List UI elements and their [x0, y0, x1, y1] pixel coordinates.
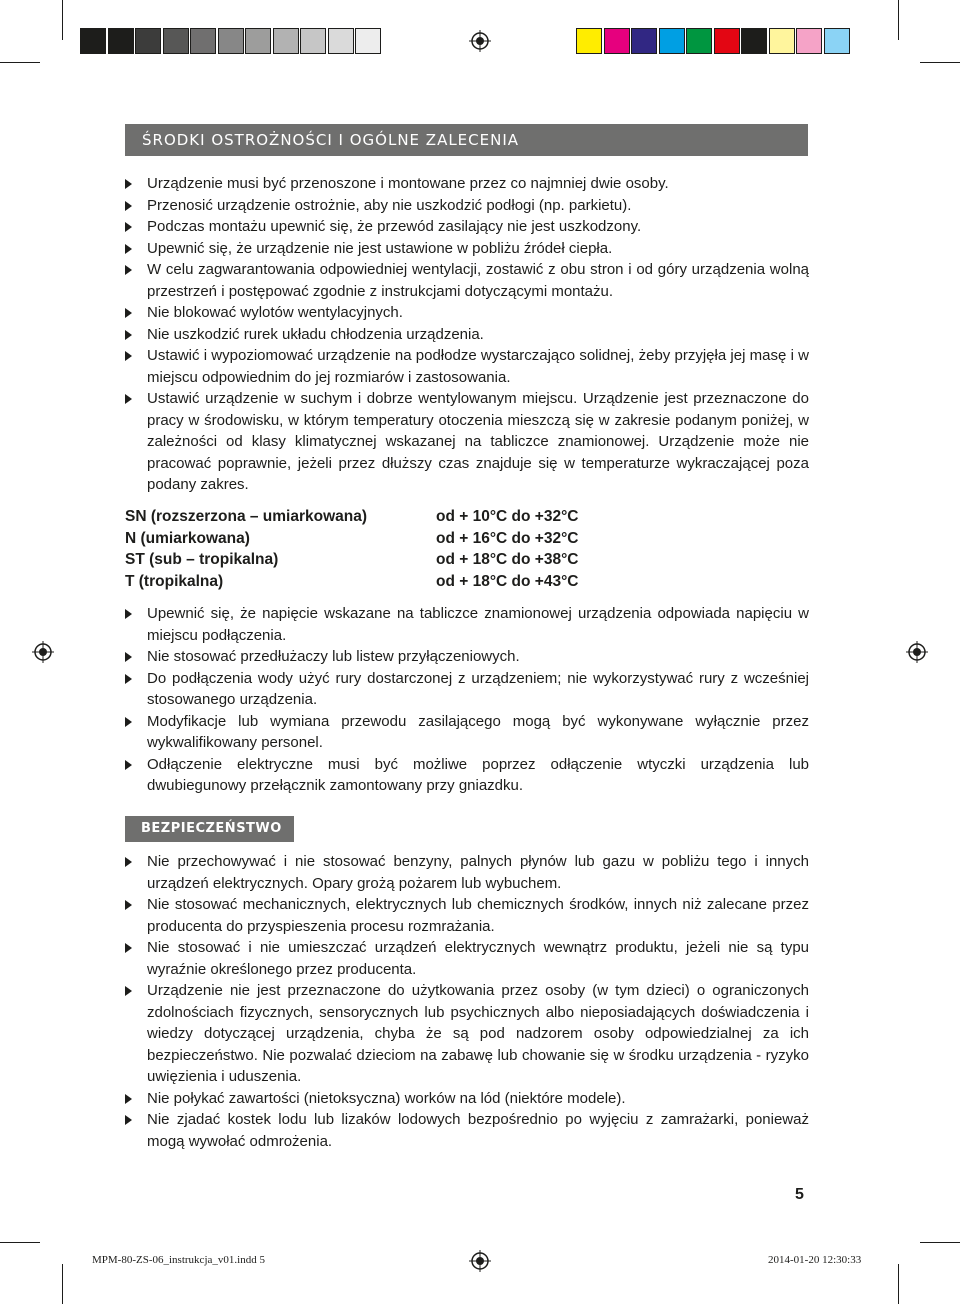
page-number: 5: [795, 1186, 804, 1203]
climate-row: [125, 571, 625, 593]
climate-row: [125, 506, 625, 528]
list-item: [125, 324, 809, 346]
list-item-text: Nie połykać zawartości (nietoksyczna) worków na lód (niektóre modele).: [147, 1089, 626, 1107]
color-swatch: [714, 28, 740, 54]
registration-mark-icon: [469, 1250, 491, 1272]
bullet-icon: [125, 244, 132, 254]
registration-mark-icon: [469, 30, 491, 52]
crop-mark: [62, 1264, 63, 1304]
bullet-icon: [125, 394, 132, 404]
bullet-icon: [125, 943, 132, 953]
bullet-icon: [125, 1115, 132, 1125]
bullet-icon: [125, 674, 132, 684]
list-item: [125, 754, 809, 797]
bullet-icon: [125, 265, 132, 275]
crop-mark: [0, 62, 40, 63]
list-item: [125, 1088, 809, 1110]
list-item: [125, 937, 809, 980]
color-swatch: [190, 28, 216, 54]
list-item-text: Urządzenie musi być przenoszone i montowane przez co najmniej dwie osoby.: [147, 175, 669, 192]
color-swatch: [218, 28, 244, 54]
registration-mark-icon: [32, 641, 54, 663]
list-item-text: Urządzenie nie jest przeznaczone do użytkowania przez osoby (w tym dzieci) o ograniczonych zdolnościach fizycznych, sensorycznych lub psychicznych albo nieposiadających doświadczenia i wiedzy dotyczącej urządzenia, chyba że są pod nadzorem osoby odpowiedzialnej za ich bezpieczeństwo. Nie pozwalać dzieciom na zabawę lub chowanie się w środku urządzenia - ryzyko uwięzienia i uduszenia.: [147, 982, 809, 1085]
list-item-text: Nie zjadać kostek lodu lub lizaków lodowych bezpośrednio po wyjęciu z zamrażarki, ponieważ mogą wywołać odmrożenia.: [147, 1111, 809, 1150]
list-item: [125, 302, 809, 324]
list-item-text: Nie blokować wylotów wentylacyjnych.: [147, 304, 403, 321]
color-swatch: [686, 28, 712, 54]
climate-class: ST (sub – tropikalna): [125, 551, 279, 568]
list-item-text: Przenosić urządzenie ostrożnie, aby nie uszkodzić podłogi (np. parkietu).: [147, 196, 632, 214]
electrical-precautions-list: [125, 603, 809, 797]
crop-mark: [62, 0, 63, 40]
list-item: [125, 259, 809, 302]
list-item: [125, 711, 809, 754]
crop-mark: [0, 1242, 40, 1243]
bullet-icon: [125, 222, 132, 232]
bullet-icon: [125, 330, 132, 340]
bullet-icon: [125, 986, 132, 996]
list-item: [125, 173, 809, 195]
list-item-text: Upewnić się, że napięcie wskazane na tabliczce znamionowej urządzenia odpowiada napięciu w miejscu podłączenia.: [147, 605, 809, 644]
list-item-text: Nie stosować mechanicznych, elektrycznych lub chemicznych środków, innych niż zalecane przez producenta do przyspieszenia procesu rozmrażania.: [147, 896, 809, 935]
color-swatch: [163, 28, 189, 54]
color-swatch: [659, 28, 685, 54]
bullet-icon: [125, 652, 132, 662]
crop-mark: [920, 1242, 960, 1243]
bullet-icon: [125, 760, 132, 770]
list-item-text: W celu zagwarantowania odpowiedniej wentylacji, zostawić z obu stron i od góry urządzenia wolną przestrzeń i postępować zgodnie z instrukcjami dotyczącymi montażu.: [147, 261, 809, 300]
list-item: [125, 388, 809, 496]
crop-mark: [898, 0, 899, 40]
list-item-text: Ustawić urządzenie w suchym i dobrze wentylowanym miejscu. Urządzenie jest przeznaczone do pracy w środowisku, w którym temperatury otoczenia mieszczą się w zakresie podanym poniżej, w zależności od klasy klimatycznej wskazanej na tabliczce znamionowej. Urządzenie może nie pracować poprawnie, jeżeli przez dłuższy czas znajduje się w temperaturze wykraczającej poza podany zakres.: [147, 390, 809, 493]
list-item: [125, 668, 809, 711]
list-item: [125, 1109, 809, 1152]
climate-class-table: [125, 506, 625, 592]
list-item: [125, 216, 809, 238]
bullet-icon: [125, 1094, 132, 1104]
crop-mark: [920, 62, 960, 63]
precautions-list: [125, 173, 809, 496]
climate-class: N (umiarkowana): [125, 529, 250, 547]
color-swatch: [355, 28, 381, 54]
bullet-icon: [125, 308, 132, 318]
list-item-text: Nie uszkodzić rurek układu chłodzenia urządzenia.: [147, 325, 484, 343]
climate-range: od + 16°C do +32°C: [436, 529, 579, 547]
color-swatch: [300, 28, 326, 54]
list-item-text: Modyfikacje lub wymiana przewodu zasilającego mogą być wykonywane wyłącznie przez wykwalifikowany personel.: [147, 712, 809, 751]
color-swatch: [769, 28, 795, 54]
color-swatch: [328, 28, 354, 54]
color-swatch: [741, 28, 767, 54]
list-item-text: Podczas montażu upewnić się, że przewód zasilający nie jest uszkodzony.: [147, 218, 642, 235]
climate-range: od + 18°C do +38°C: [436, 551, 579, 568]
registration-mark-icon: [906, 641, 928, 663]
climate-range: od + 10°C do +32°C: [436, 508, 579, 525]
color-swatch: [796, 28, 822, 54]
list-item: [125, 894, 809, 937]
climate-row: [125, 549, 625, 571]
color-swatch: [631, 28, 657, 54]
climate-row: [125, 528, 625, 550]
climate-range: od + 18°C do +43°C: [436, 572, 579, 590]
list-item-text: Odłączenie elektryczne musi być możliwe poprzez odłączenie wtyczki urządzenia lub dwubiegunowy przełącznik zamontowany przy gniazdku.: [147, 755, 809, 794]
list-item-text: Nie stosować i nie umieszczać urządzeń elektrycznych wewnątrz produktu, jeżeli nie są typu wyraźnie określonego przez producenta.: [147, 939, 809, 978]
list-item: [125, 646, 809, 668]
safety-list: [125, 851, 809, 1152]
color-swatch: [108, 28, 134, 54]
color-swatch: [824, 28, 850, 54]
list-item: [125, 345, 809, 388]
footer-filename: MPM-80-ZS-06_instrukcja_v01.indd 5: [92, 1254, 265, 1266]
list-item-text: Ustawić i wypoziomować urządzenie na podłodze wystarczająco solidnej, żeby przyjęła jej masę i w miejscu odpowiednim do jej rozmiarów i zastosowania.: [147, 347, 809, 386]
color-swatch: [135, 28, 161, 54]
section-heading-precautions: ŚRODKI OSTROŻNOŚCI I OGÓLNE ZALECENIA: [125, 124, 808, 156]
section-heading-safety: BEZPIECZEŃSTWO: [125, 816, 294, 842]
color-swatch: [245, 28, 271, 54]
color-swatch: [576, 28, 602, 54]
color-swatch: [273, 28, 299, 54]
bullet-icon: [125, 179, 132, 189]
color-swatch: [80, 28, 106, 54]
bullet-icon: [125, 201, 132, 211]
bullet-icon: [125, 857, 132, 867]
climate-class: T (tropikalna): [125, 572, 224, 590]
bullet-icon: [125, 609, 132, 619]
bullet-icon: [125, 900, 132, 910]
crop-mark: [898, 1264, 899, 1304]
list-item-text: Nie stosować przedłużaczy lub listew przyłączeniowych.: [147, 648, 520, 665]
footer-timestamp: 2014-01-20 12:30:33: [768, 1254, 862, 1266]
color-swatch: [604, 28, 630, 54]
bullet-icon: [125, 717, 132, 727]
list-item: [125, 851, 809, 894]
bullet-icon: [125, 351, 132, 361]
list-item-text: Upewnić się, że urządzenie nie jest ustawione w pobliżu źródeł ciepła.: [147, 239, 613, 257]
list-item: [125, 195, 809, 217]
list-item-text: Do podłączenia wody użyć rury dostarczonej z urządzeniem; nie wykorzystywać rury z wcześniej stosowanego urządzenia.: [147, 669, 809, 708]
climate-class: SN (rozszerzona – umiarkowana): [125, 508, 368, 525]
list-item: [125, 603, 809, 646]
list-item: [125, 980, 809, 1088]
list-item: [125, 238, 809, 260]
list-item-text: Nie przechowywać i nie stosować benzyny, palnych płynów lub gazu w pobliżu tego i innych urządzeń elektrycznych. Opary grożą pożarem lub wybuchem.: [147, 853, 809, 892]
